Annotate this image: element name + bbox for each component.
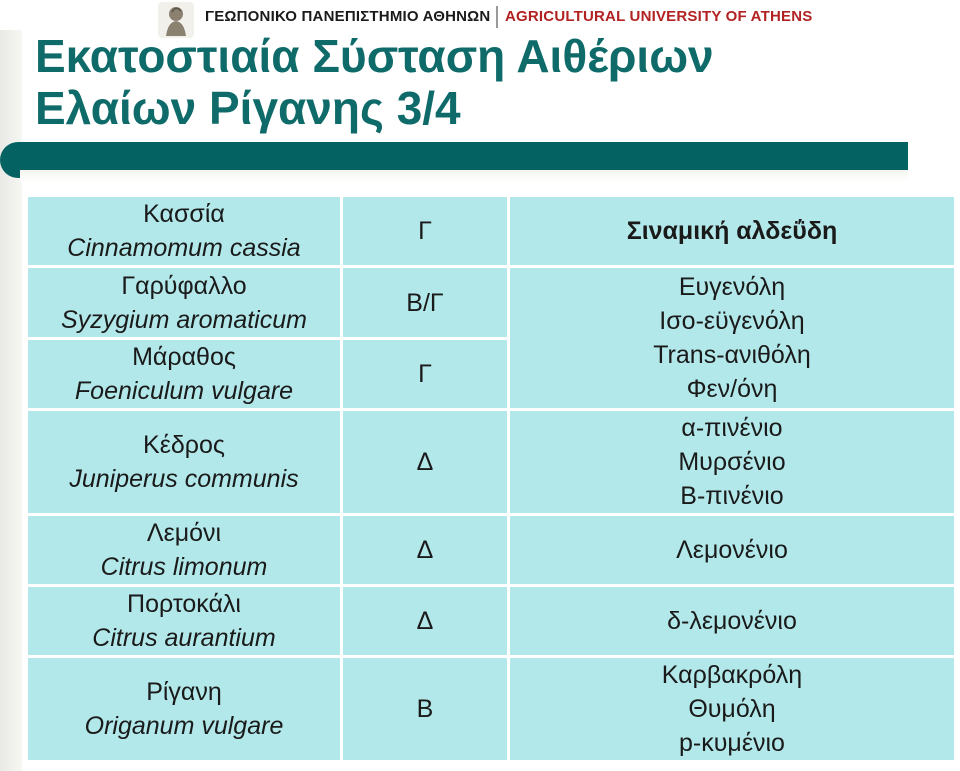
title-line-2: Ελαίων Ρίγανης 3/4 [35,82,461,134]
compound-name: Φεν/όνη [686,375,778,403]
plant-common-name: Κέδρος [143,431,225,459]
table-row [27,267,956,339]
compound-name: Καρβακρόλη [661,661,803,689]
compound-name: Μυρσένιο [678,448,786,476]
compound-name: Θυμόλη [688,695,776,723]
compound-name: Ισο-εϋγενόλη [659,307,805,335]
plant-cell [27,657,342,762]
header-divider [496,6,498,28]
composition-table [25,194,957,763]
title-bar-shadow [20,170,908,182]
page-title [35,30,935,134]
plant-cell [27,515,342,586]
compound-name: Β-πινένιο [680,482,784,510]
plant-cell [27,196,342,267]
plant-common-name: Πορτοκάλι [127,590,241,618]
plant-cell [27,267,342,339]
type-cell: Β/Γ [342,267,509,339]
plant-latin-name: Cinnamomum cassia [67,234,301,262]
table-row [27,657,956,762]
plant-latin-name: Foeniculum vulgare [74,377,294,405]
university-name-english: AGRICULTURAL UNIVERSITY OF ATHENS [505,8,813,25]
compound-cell [509,410,956,515]
compound-cell [509,196,956,267]
university-name-greek: ΓΕΩΠΟΝΙΚΟ ΠΑΝΕΠΙΣΤΗΜΙΟ ΑΘΗΝΩΝ [205,8,491,25]
compound-cell [509,515,956,586]
plant-latin-name: Citrus limonum [100,553,268,581]
compound-name: Σιναμική αλδεΰδη [626,217,838,245]
type-cell: Γ [342,196,509,267]
compound-name: Trans-ανιθόλη [653,341,811,369]
plant-cell [27,586,342,657]
type-cell: Γ [342,339,509,410]
plant-latin-name: Citrus aurantium [92,624,276,652]
plant-cell [27,410,342,515]
plant-cell [27,339,342,410]
plant-latin-name: Syzygium aromaticum [61,305,307,334]
table-row [27,515,956,586]
plant-latin-name: Origanum vulgare [84,712,284,740]
plant-latin-name: Juniperus communis [69,465,299,493]
plant-common-name: Μάραθος [132,343,236,371]
table-row [27,586,956,657]
compound-name: p-κυμένιο [679,729,785,757]
compound-cell [509,586,956,657]
compound-cell [509,657,956,762]
title-line-1: Εκατοστιαία Σύσταση Αιθέριων [35,30,714,82]
type-cell: Δ [342,515,509,586]
compound-name: Ευγενόλη [678,273,786,301]
table-row [27,410,956,515]
plant-common-name: Γαρύφαλλο [121,271,247,300]
compound-cell [509,267,956,410]
type-cell: Β [342,657,509,762]
compound-name: Λεμονένιο [676,536,788,564]
plant-common-name: Κασσία [143,200,225,228]
type-cell: Δ [342,410,509,515]
type-cell: Δ [342,586,509,657]
table-row [27,196,956,267]
compound-name: δ-λεμονένιο [667,607,797,635]
plant-common-name: Λεμόνι [146,519,222,547]
compound-name: α-πινένιο [681,414,783,442]
plant-common-name: Ρίγανη [146,678,222,706]
